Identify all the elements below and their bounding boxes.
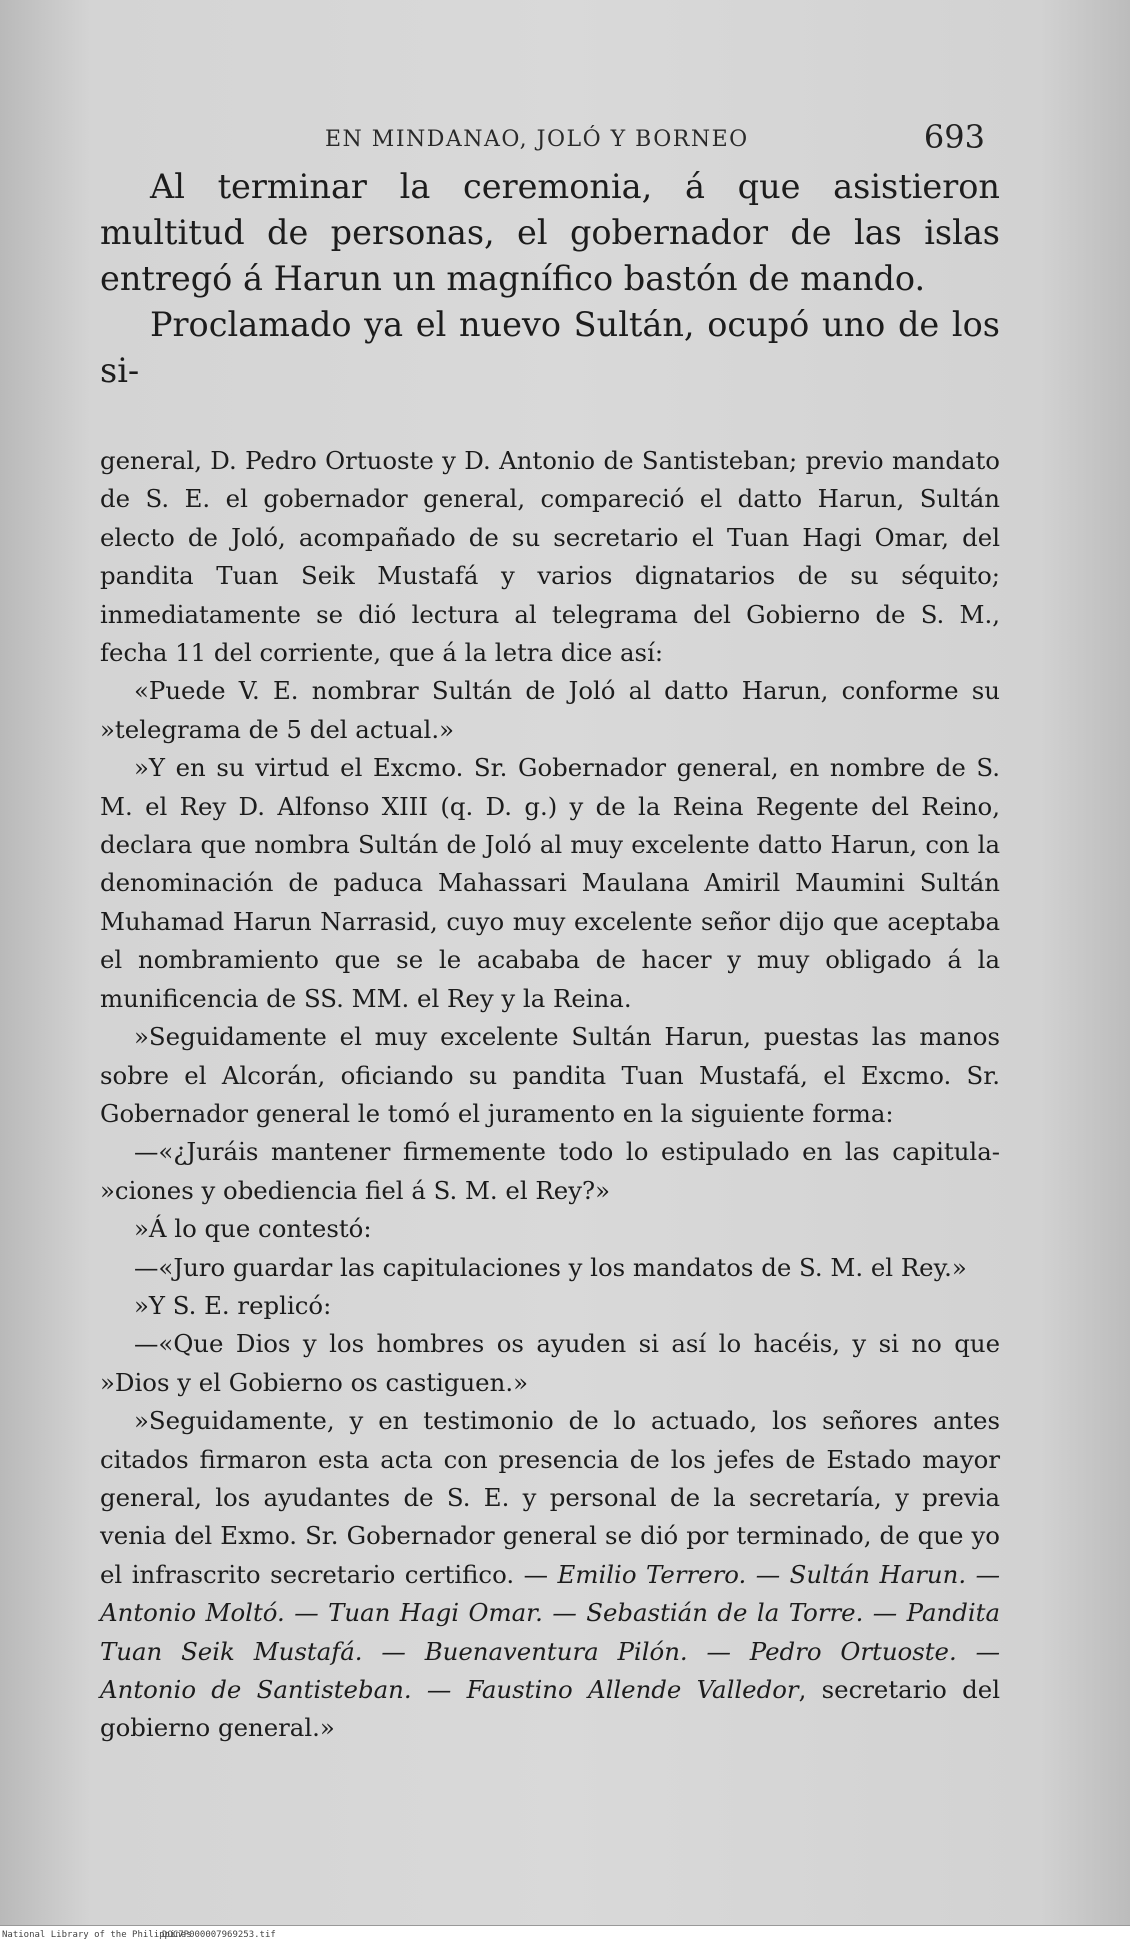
footnote-paragraph: »Y S. E. replicó: (134, 1290, 332, 1320)
footnote-paragraph: »Á lo que contestó: (134, 1214, 372, 1244)
signature-closing: , secretario del gobierno general.» (100, 1675, 1000, 1743)
page-content (100, 112, 1000, 1748)
main-paragraph: Al terminar la ceremonia, á que asistieron multitud de personas, el gobernador de las islas entregó á Harun un magnífico bastón de mando. (100, 167, 1000, 298)
page-header (100, 112, 1000, 164)
footnote-paragraph-signed (100, 1402, 1000, 1748)
certification-text: »Seguidamente, y en testimonio de lo actuado, los señores antes citados firmaron esta acta con presencia de los jefes de Estado mayor general, los ayudantes de S. E. y personal de la secretaría, y previa venia del Exmo. Sr. Gobernador general se dió por terminado, de que yo el infrascrito secretario certifico. — (100, 1406, 1000, 1589)
footnote-block (100, 442, 1000, 1748)
main-paragraph: Proclamado ya el nuevo Sultán, ocupó uno de los si- (100, 305, 1000, 390)
running-head: EN MINDANAO, JOLÓ Y BORNEO (325, 127, 749, 152)
footer-file-code: DOC7P000007969253.tif (162, 1930, 276, 1940)
footnote-paragraph: —«Juro guardar las capitulaciones y los mandatos de S. M. el Rey.» (134, 1252, 967, 1282)
page-number: 693 (923, 118, 985, 156)
main-text-block (100, 164, 1000, 394)
footnote-paragraph: general, D. Pedro Ortuoste y D. Antonio de Santisteban; previo mandato de S. E. el gobernador general, compareció el datto Harun, Sultán electo de Joló, acompañado de su secretario el Tuan Hagi Omar, del pandita Tuan Seik Mustafá y varios dignatarios de su séquito; inmediatamente se dió lectura al telegrama del Gobierno de S. M., fecha 11 del corriente, que á la letra dice así: (100, 446, 1000, 668)
footer-library: National Library of the Philippines (2, 1930, 192, 1940)
footnote-paragraph: —«Que Dios y los hombres os ayuden si así lo hacéis, y si no que »Dios y el Gobierno os castiguen.» (100, 1329, 1000, 1397)
footnote-paragraph: »Y en su virtud el Excmo. Sr. Gobernador general, en nombre de S. M. el Rey D. Alfonso XIII (q. D. g.) y de la Reina Regente del Reino, declara que nombra Sultán de Joló al muy excelente datto Harun, con la denominación de paduca Mahassari Maulana Amiril Maumini Sultán Muhamad Harun Narrasid, cuyo muy excelente señor dijo que aceptaba el nombramiento que se le acababa de hacer y muy obligado á la munificencia de SS. MM. el Rey y la Reina. (100, 753, 1000, 1013)
signature-list: Emilio Terrero. — Sultán Harun. — Antonio Moltó. — Tuan Hagi Omar. — Sebastián de la Torre. — Pandita Tuan Seik Mustafá. — Buenaventura Pilón. — Pedro Ortuoste. — Antonio de Santisteban. — Faustino Allende Valledor (100, 1559, 1000, 1704)
footnote-paragraph: «Puede V. E. nombrar Sultán de Joló al datto Harun, conforme su »telegrama de 5 del actual.» (100, 676, 1000, 744)
footnote-paragraph: —«¿Juráis mantener firmemente todo lo estipulado en las capitula- »ciones y obediencia fiel á S. M. el Rey?» (100, 1137, 1000, 1205)
footnote-paragraph: »Seguidamente el muy excelente Sultán Harun, puestas las manos sobre el Alcorán, oficiando su pandita Tuan Mustafá, el Excmo. Sr. Gobernador general le tomó el juramento en la siguiente forma: (100, 1022, 1000, 1128)
scan-footer (0, 1925, 1130, 1951)
